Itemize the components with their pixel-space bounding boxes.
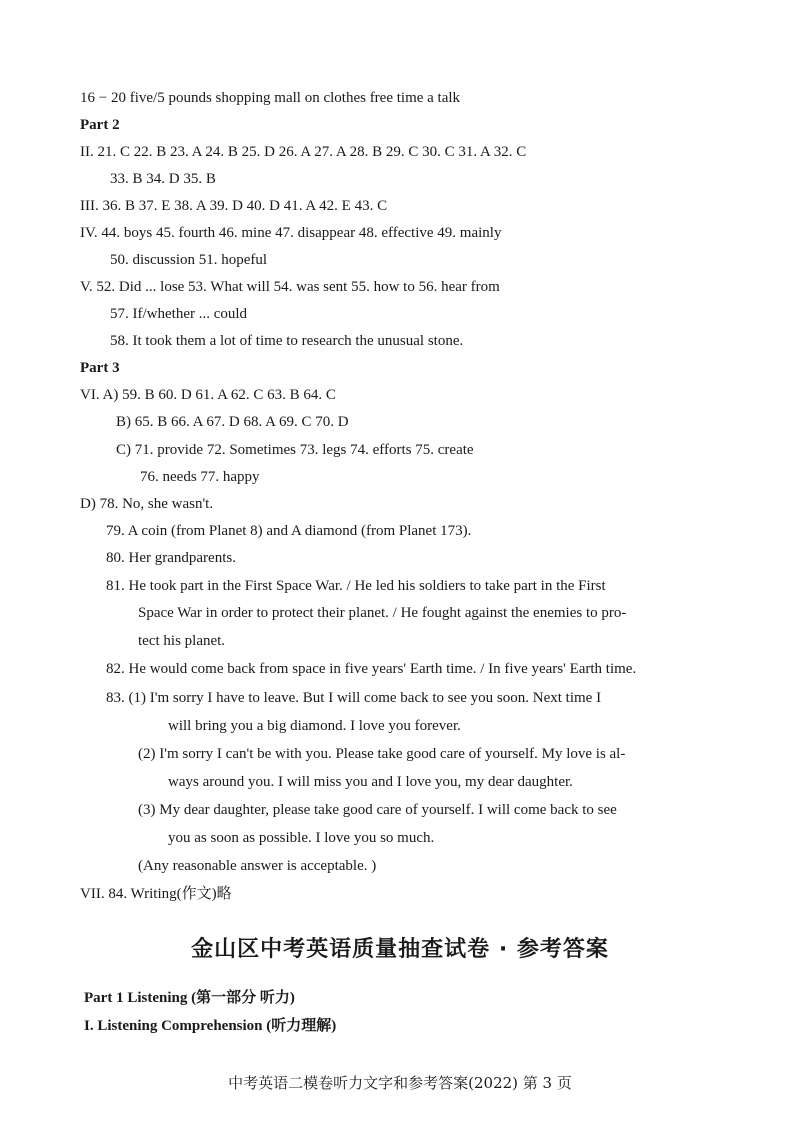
answer-79: 79. A coin (from Planet 8) and A diamond (from Planet 173). [106,523,472,539]
section-vi-a-answers: VI. A) 59. B 60. D 61. A 62. C 63. B 64. C [80,387,336,403]
section-vi-c-answers: C) 71. provide 72. Sometimes 73. legs 74. efforts 75. create [116,442,474,458]
section-vi-c-answers-cont: 76. needs 77. happy [140,469,260,485]
section-vi-b-answers: B) 65. B 66. A 67. D 68. A 69. C 70. D [116,414,349,430]
answers-16-20: 16 − 20 five/5 pounds shopping mall on clothes free time a talk [80,90,461,106]
section-heading: 金山区中考英语质量抽查试卷 · 参考答案 [191,937,609,962]
answer-83-3: (3) My dear daughter, please take good care of yourself. I will come back to see [138,802,617,818]
listening-comprehension-label: I. Listening Comprehension (听力理解) [84,1018,337,1034]
answer-83-2: (2) I'm sorry I can't be with you. Please take good care of yourself. My love is al- [138,746,626,762]
answer-81-cont-2: tect his planet. [138,633,226,649]
section-iv-answers-cont: 50. discussion 51. hopeful [110,252,268,268]
answer-80: 80. Her grandparents. [106,550,236,566]
part-1-listening-label: Part 1 Listening (第一部分 听力) [84,990,295,1006]
part-2-label: Part 2 [80,117,120,133]
answer-83-1: 83. (1) I'm sorry I have to leave. But I will come back to see you soon. Next time I [106,690,602,706]
section-vii-writing: VII. 84. Writing(作文)略 [80,886,232,902]
any-reasonable-note: (Any reasonable answer is acceptable. ) [138,858,377,874]
answer-78: D) 78. No, she wasn't. [80,496,214,512]
answer-81-cont-1: Space War in order to protect their planet. / He fought against the enemies to pro- [138,605,627,621]
answer-83-1-cont: will bring you a big diamond. I love you forever. [168,718,461,734]
page-footer: 中考英语二模卷听力文字和参考答案(2022) 第 3 页 [228,1074,572,1092]
answer-83-2-cont: ways around you. I will miss you and I love you, my dear daughter. [168,774,573,790]
section-v-answers: V. 52. Did ... lose 53. What will 54. was sent 55. how to 56. hear from [80,279,500,295]
section-ii-answers-cont: 33. B 34. D 35. B [110,171,216,187]
answer-81: 81. He took part in the First Space War. / He led his soldiers to take part in the First [106,578,606,594]
section-iv-answers: IV. 44. boys 45. fourth 46. mine 47. disappear 48. effective 49. mainly [80,225,502,241]
part-3-label: Part 3 [80,360,120,376]
answer-58: 58. It took them a lot of time to research the unusual stone. [110,333,464,349]
section-iii-answers: III. 36. B 37. E 38. A 39. D 40. D 41. A 42. E 43. C [80,198,388,214]
answer-82: 82. He would come back from space in five years' Earth time. / In five years' Earth time. [106,661,637,677]
answer-83-3-cont: you as soon as possible. I love you so much. [168,830,435,846]
answer-57: 57. If/whether ... could [110,306,248,322]
section-ii-answers: II. 21. C 22. B 23. A 24. B 25. D 26. A 27. A 28. B 29. C 30. C 31. A 32. C [80,144,527,160]
